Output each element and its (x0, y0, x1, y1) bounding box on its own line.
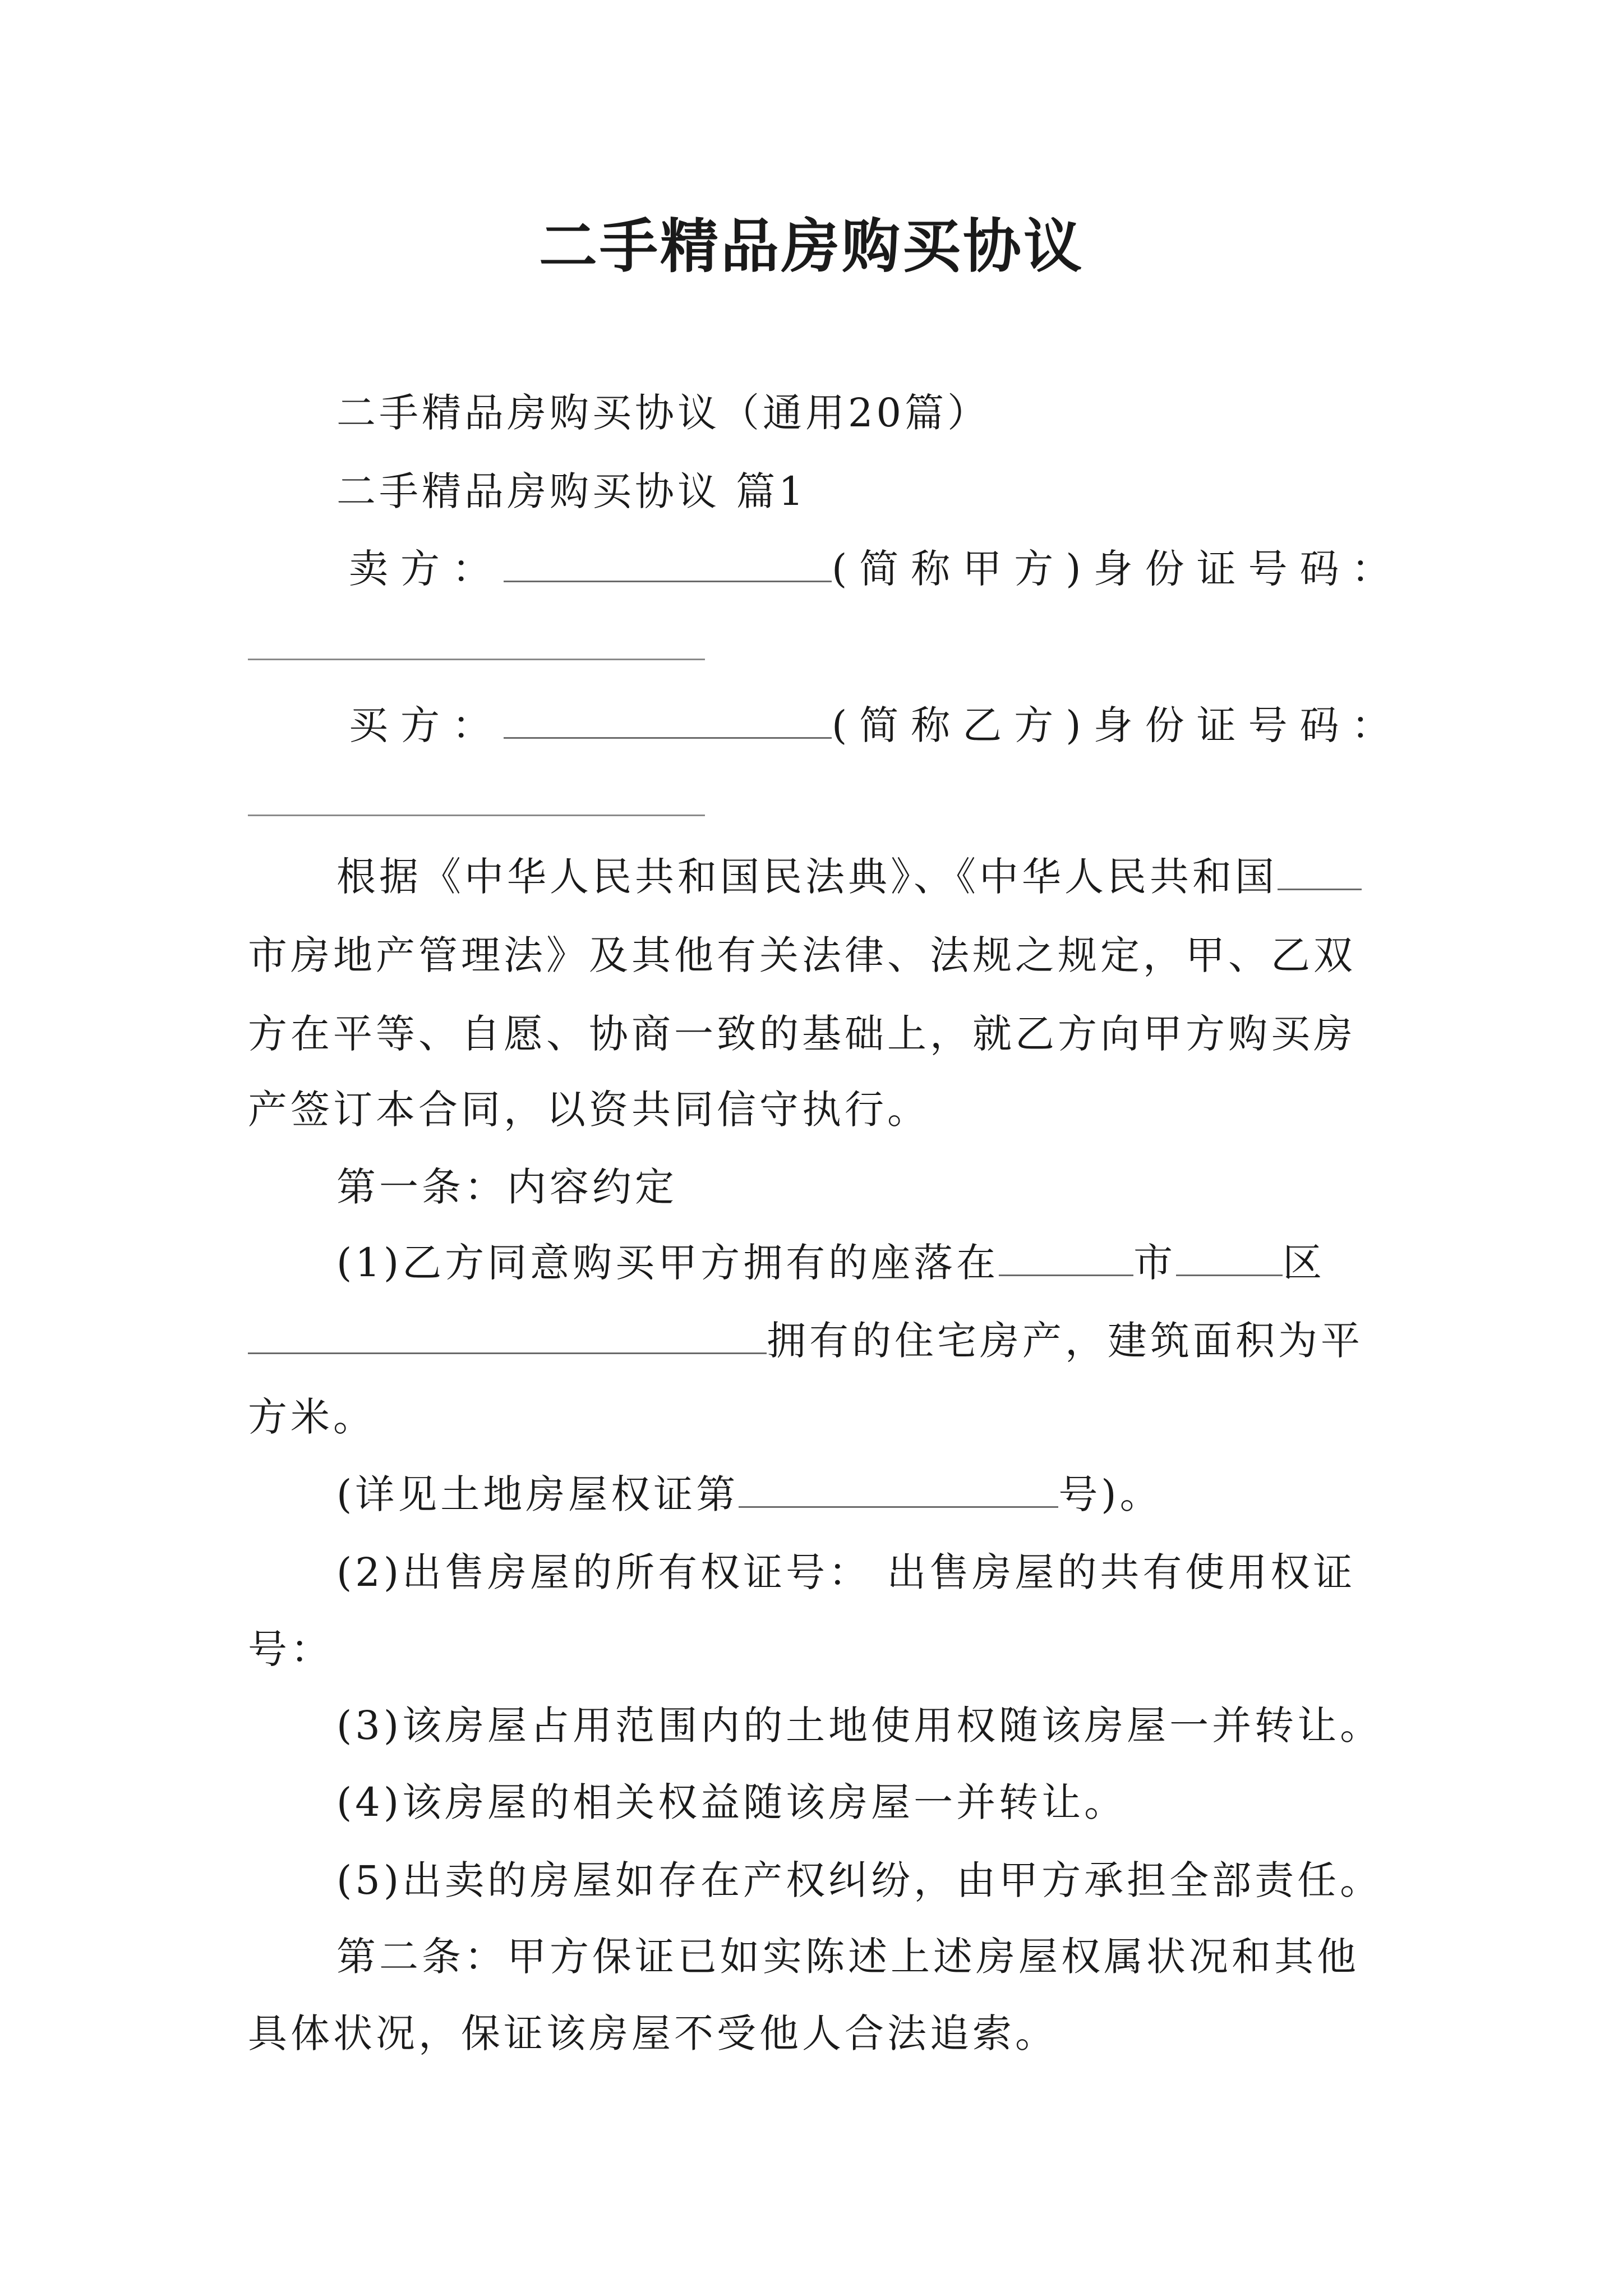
item1-text-b: 市 (1133, 1240, 1177, 1286)
note-text-a: (详见土地房屋权证第 (336, 1471, 739, 1517)
article1-item4: (4)该房屋的相关权益随该房屋一并转让。 (336, 1779, 1127, 1825)
document-subtitle: 二手精品房购买协议（通用20篇） (336, 390, 990, 436)
seller-line (349, 542, 1403, 596)
article1-item1-line2 (248, 1314, 1363, 1368)
article1-item1-line3: 方米。 (248, 1394, 376, 1440)
item1-district-blank (1176, 1240, 1283, 1276)
city-blank (1278, 854, 1362, 890)
article1-item1-line1 (336, 1236, 1325, 1290)
certificate-number-blank (739, 1471, 1058, 1508)
document-title: 二手精品房购买协议 (538, 212, 1084, 280)
article1-note (336, 1467, 1163, 1521)
buyer-id-label: (简称乙方)身份证号码： (832, 702, 1403, 748)
buyer-id-blank (248, 815, 705, 816)
seller-label: 卖方： (349, 546, 504, 592)
preamble-text-1: 根据《中华人民共和国民法典》、《中华人民共和国 (336, 854, 1278, 900)
item1-text-d: 拥有的住宅房产，建筑面积为平 (767, 1318, 1363, 1364)
article1-item2-line1: (2)出售房屋的所有权证号： 出售房屋的共有使用权证 (336, 1549, 1356, 1595)
item1-city-blank (999, 1240, 1133, 1276)
preamble-line-3: 方在平等、自愿、协商一致的基础上，就乙方向甲方购买房 (248, 1011, 1356, 1057)
buyer-name-blank (504, 702, 832, 739)
preamble-line-1 (336, 850, 1362, 904)
article1-heading: 第一条：内容约定 (336, 1164, 677, 1210)
note-text-b: 号)。 (1058, 1471, 1163, 1517)
seller-name-blank (504, 546, 832, 582)
buyer-label: 买方： (349, 702, 504, 748)
seller-id-label: (简称甲方)身份证号码： (832, 546, 1403, 592)
article1-item5: (5)出卖的房屋如存在产权纠纷，由甲方承担全部责任。 (336, 1857, 1383, 1903)
item1-address-blank (248, 1318, 767, 1354)
buyer-line (349, 698, 1403, 752)
preamble-line-4: 产签订本合同，以资共同信守执行。 (248, 1087, 930, 1133)
article2-line2: 具体状况，保证该房屋不受他人合法追索。 (248, 2010, 1058, 2056)
article1-item2-line2: 号： (248, 1626, 333, 1672)
preamble-line-2: 市房地产管理法》及其他有关法律、法规之规定，甲、乙双 (248, 932, 1356, 978)
seller-id-blank (248, 659, 705, 660)
article1-item3: (3)该房屋占用范围内的土地使用权随该房屋一并转让。 (336, 1703, 1383, 1749)
item1-text-c: 区 (1283, 1240, 1326, 1286)
item1-text-a: (1)乙方同意购买甲方拥有的座落在 (336, 1240, 999, 1286)
article2-line1: 第二条：甲方保证已如实陈述上述房屋权属状况和其他 (336, 1934, 1359, 1980)
section-heading: 二手精品房购买协议 篇1 (336, 468, 807, 514)
